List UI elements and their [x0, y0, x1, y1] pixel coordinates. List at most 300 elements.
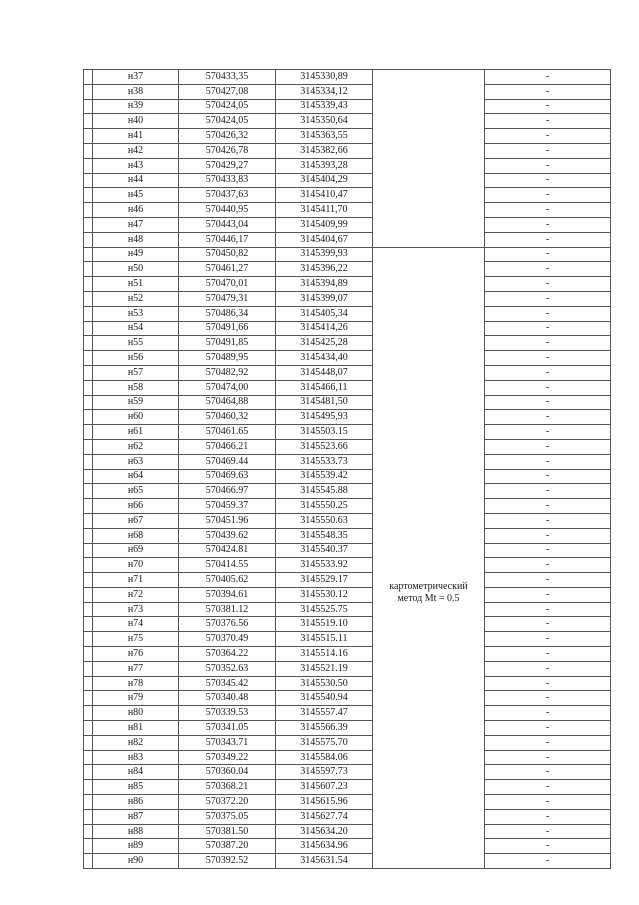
- point-cell: н67: [93, 513, 179, 528]
- y-coordinate-cell: 3145434,40: [276, 351, 373, 366]
- margin-cell: [84, 809, 93, 824]
- table-row: [84, 143, 611, 158]
- point-cell: н76: [93, 647, 179, 662]
- accuracy-cell: -: [485, 558, 611, 573]
- margin-cell: [84, 425, 93, 440]
- point-cell: н52: [93, 291, 179, 306]
- x-coordinate-cell: 570474,00: [179, 380, 276, 395]
- table-row: [84, 780, 611, 795]
- accuracy-cell: -: [485, 158, 611, 173]
- y-coordinate-cell: 3145530.12: [276, 587, 373, 602]
- accuracy-cell: -: [485, 232, 611, 247]
- x-coordinate-cell: 570426,78: [179, 143, 276, 158]
- table-row: [84, 395, 611, 410]
- y-coordinate-cell: 3145548.35: [276, 528, 373, 543]
- x-coordinate-cell: 570446,17: [179, 232, 276, 247]
- method-text: [373, 511, 484, 605]
- x-coordinate-cell: 570427,08: [179, 84, 276, 99]
- y-coordinate-cell: 3145514.16: [276, 647, 373, 662]
- y-coordinate-cell: 3145557.47: [276, 706, 373, 721]
- point-cell: н72: [93, 587, 179, 602]
- y-coordinate-cell: 3145533.92: [276, 558, 373, 573]
- x-coordinate-cell: 570345.42: [179, 676, 276, 691]
- table-row: [84, 425, 611, 440]
- y-coordinate-cell: 3145540.94: [276, 691, 373, 706]
- x-coordinate-cell: 570482,92: [179, 365, 276, 380]
- accuracy-cell: -: [485, 499, 611, 514]
- table-row: [84, 173, 611, 188]
- table-row: [84, 809, 611, 824]
- point-cell: н74: [93, 617, 179, 632]
- table-row: [84, 306, 611, 321]
- accuracy-cell: -: [485, 706, 611, 721]
- x-coordinate-cell: 570339.53: [179, 706, 276, 721]
- x-coordinate-cell: 570424,05: [179, 114, 276, 129]
- table-row: [84, 839, 611, 854]
- accuracy-cell: -: [485, 484, 611, 499]
- table-row: [84, 188, 611, 203]
- margin-cell: [84, 84, 93, 99]
- margin-cell: [84, 587, 93, 602]
- y-coordinate-cell: 3145631.54: [276, 854, 373, 869]
- x-coordinate-cell: 570437,63: [179, 188, 276, 203]
- point-cell: н61: [93, 425, 179, 440]
- table-row: [84, 277, 611, 292]
- margin-cell: [84, 173, 93, 188]
- y-coordinate-cell: 3145634.20: [276, 824, 373, 839]
- y-coordinate-cell: 3145448,07: [276, 365, 373, 380]
- x-coordinate-cell: 570433,83: [179, 173, 276, 188]
- accuracy-cell: -: [485, 114, 611, 129]
- point-cell: н44: [93, 173, 179, 188]
- point-cell: н77: [93, 661, 179, 676]
- margin-cell: [84, 469, 93, 484]
- accuracy-cell: -: [485, 143, 611, 158]
- table-row: [84, 454, 611, 469]
- table-row: [84, 114, 611, 129]
- y-coordinate-cell: 3145404,29: [276, 173, 373, 188]
- x-coordinate-cell: 570394.61: [179, 587, 276, 602]
- x-coordinate-cell: 570460,32: [179, 410, 276, 425]
- accuracy-cell: -: [485, 602, 611, 617]
- point-cell: н83: [93, 750, 179, 765]
- point-cell: н51: [93, 277, 179, 292]
- margin-cell: [84, 217, 93, 232]
- point-cell: н69: [93, 543, 179, 558]
- margin-cell: [84, 321, 93, 336]
- y-coordinate-cell: 3145399,93: [276, 247, 373, 262]
- method-line-1: картометрический: [389, 580, 468, 592]
- x-coordinate-cell: 570414.55: [179, 558, 276, 573]
- table-row: [84, 528, 611, 543]
- accuracy-cell: -: [485, 647, 611, 662]
- y-coordinate-cell: 3145515.11: [276, 632, 373, 647]
- y-coordinate-cell: 3145519.10: [276, 617, 373, 632]
- accuracy-cell: -: [485, 854, 611, 869]
- x-coordinate-cell: 570486,34: [179, 306, 276, 321]
- margin-cell: [84, 676, 93, 691]
- accuracy-cell: -: [485, 765, 611, 780]
- accuracy-cell: -: [485, 439, 611, 454]
- x-coordinate-cell: 570343.71: [179, 735, 276, 750]
- point-cell: н57: [93, 365, 179, 380]
- table-row: [84, 691, 611, 706]
- x-coordinate-cell: 570387.20: [179, 839, 276, 854]
- accuracy-cell: -: [485, 84, 611, 99]
- margin-cell: [84, 203, 93, 218]
- x-coordinate-cell: 570360.04: [179, 765, 276, 780]
- y-coordinate-cell: 3145382,66: [276, 143, 373, 158]
- accuracy-cell: -: [485, 676, 611, 691]
- table-row: [84, 365, 611, 380]
- y-coordinate-cell: 3145330,89: [276, 70, 373, 85]
- y-coordinate-cell: 3145466,11: [276, 380, 373, 395]
- point-cell: н80: [93, 706, 179, 721]
- margin-cell: [84, 721, 93, 736]
- margin-cell: [84, 410, 93, 425]
- x-coordinate-cell: 570426,32: [179, 129, 276, 144]
- margin-cell: [84, 691, 93, 706]
- point-cell: н62: [93, 439, 179, 454]
- y-coordinate-cell: 3145533.73: [276, 454, 373, 469]
- table-row: [84, 573, 611, 588]
- x-coordinate-cell: 570381.50: [179, 824, 276, 839]
- margin-cell: [84, 395, 93, 410]
- table-row: [84, 617, 611, 632]
- table-row: [84, 632, 611, 647]
- point-cell: н70: [93, 558, 179, 573]
- margin-cell: [84, 291, 93, 306]
- point-cell: н45: [93, 188, 179, 203]
- margin-cell: [84, 129, 93, 144]
- margin-cell: [84, 484, 93, 499]
- x-coordinate-cell: 570433,35: [179, 70, 276, 85]
- accuracy-cell: -: [485, 306, 611, 321]
- y-coordinate-cell: 3145503.15: [276, 425, 373, 440]
- table-row: [84, 750, 611, 765]
- y-coordinate-cell: 3145550.25: [276, 499, 373, 514]
- table-row: [84, 499, 611, 514]
- point-cell: н81: [93, 721, 179, 736]
- x-coordinate-cell: 570470,01: [179, 277, 276, 292]
- margin-cell: [84, 247, 93, 262]
- point-cell: н43: [93, 158, 179, 173]
- y-coordinate-cell: 3145575.70: [276, 735, 373, 750]
- margin-cell: [84, 632, 93, 647]
- point-cell: н65: [93, 484, 179, 499]
- table-row: [84, 129, 611, 144]
- accuracy-cell: -: [485, 410, 611, 425]
- point-cell: н58: [93, 380, 179, 395]
- point-cell: н89: [93, 839, 179, 854]
- accuracy-cell: -: [485, 780, 611, 795]
- accuracy-cell: -: [485, 750, 611, 765]
- y-coordinate-cell: 3145404,67: [276, 232, 373, 247]
- accuracy-cell: -: [485, 70, 611, 85]
- margin-cell: [84, 735, 93, 750]
- point-cell: н84: [93, 765, 179, 780]
- x-coordinate-cell: 570392.52: [179, 854, 276, 869]
- x-coordinate-cell: 570443,04: [179, 217, 276, 232]
- x-coordinate-cell: 570375.05: [179, 809, 276, 824]
- x-coordinate-cell: 570372.20: [179, 795, 276, 810]
- margin-cell: [84, 824, 93, 839]
- table-row: [84, 706, 611, 721]
- point-cell: н37: [93, 70, 179, 85]
- accuracy-cell: -: [485, 632, 611, 647]
- accuracy-cell: -: [485, 336, 611, 351]
- x-coordinate-cell: 570368.21: [179, 780, 276, 795]
- table-row: [84, 84, 611, 99]
- accuracy-cell: -: [485, 528, 611, 543]
- table-row: [84, 647, 611, 662]
- accuracy-cell: -: [485, 99, 611, 114]
- accuracy-cell: -: [485, 573, 611, 588]
- x-coordinate-cell: 570340.48: [179, 691, 276, 706]
- y-coordinate-cell: 3145414,26: [276, 321, 373, 336]
- y-coordinate-cell: 3145410,47: [276, 188, 373, 203]
- table-row: [84, 469, 611, 484]
- accuracy-cell: -: [485, 735, 611, 750]
- margin-cell: [84, 573, 93, 588]
- x-coordinate-cell: 570466.21: [179, 439, 276, 454]
- table-row: [84, 721, 611, 736]
- table-row: [84, 854, 611, 869]
- table-row: [84, 587, 611, 602]
- x-coordinate-cell: 570469.44: [179, 454, 276, 469]
- point-cell: н46: [93, 203, 179, 218]
- table-row: [84, 824, 611, 839]
- accuracy-cell: -: [485, 617, 611, 632]
- accuracy-cell: -: [485, 217, 611, 232]
- accuracy-cell: -: [485, 824, 611, 839]
- table-row: [84, 99, 611, 114]
- point-cell: н59: [93, 395, 179, 410]
- table-row: [84, 735, 611, 750]
- x-coordinate-cell: 570469.63: [179, 469, 276, 484]
- margin-cell: [84, 499, 93, 514]
- accuracy-cell: -: [485, 469, 611, 484]
- point-cell: н54: [93, 321, 179, 336]
- x-coordinate-cell: 570451.96: [179, 513, 276, 528]
- accuracy-cell: -: [485, 425, 611, 440]
- accuracy-cell: -: [485, 809, 611, 824]
- table-row: [84, 543, 611, 558]
- accuracy-cell: -: [485, 380, 611, 395]
- y-coordinate-cell: 3145597.73: [276, 765, 373, 780]
- x-coordinate-cell: 570424.81: [179, 543, 276, 558]
- margin-cell: [84, 765, 93, 780]
- table-row: [84, 484, 611, 499]
- y-coordinate-cell: 3145399,07: [276, 291, 373, 306]
- point-cell: н47: [93, 217, 179, 232]
- coordinates-table-body: [84, 70, 611, 869]
- y-coordinate-cell: 3145396,22: [276, 262, 373, 277]
- table-row: [84, 676, 611, 691]
- method-cell-top: [373, 70, 485, 248]
- accuracy-cell: -: [485, 795, 611, 810]
- table-row: [84, 158, 611, 173]
- point-cell: н88: [93, 824, 179, 839]
- accuracy-cell: -: [485, 129, 611, 144]
- method-cell: [373, 247, 485, 868]
- point-cell: н63: [93, 454, 179, 469]
- accuracy-cell: -: [485, 543, 611, 558]
- margin-cell: [84, 351, 93, 366]
- accuracy-cell: -: [485, 661, 611, 676]
- y-coordinate-cell: 3145425,28: [276, 336, 373, 351]
- margin-cell: [84, 439, 93, 454]
- y-coordinate-cell: 3145409,99: [276, 217, 373, 232]
- margin-cell: [84, 839, 93, 854]
- y-coordinate-cell: 3145393,28: [276, 158, 373, 173]
- margin-cell: [84, 454, 93, 469]
- y-coordinate-cell: 3145529.17: [276, 573, 373, 588]
- y-coordinate-cell: 3145339,43: [276, 99, 373, 114]
- y-coordinate-cell: 3145545.88: [276, 484, 373, 499]
- table-row: [84, 351, 611, 366]
- table-row: [84, 410, 611, 425]
- y-coordinate-cell: 3145530.50: [276, 676, 373, 691]
- y-coordinate-cell: 3145481,50: [276, 395, 373, 410]
- point-cell: н86: [93, 795, 179, 810]
- y-coordinate-cell: 3145495,93: [276, 410, 373, 425]
- method-line-2: метод Mt = 0.5: [397, 592, 460, 604]
- point-cell: н78: [93, 676, 179, 691]
- table-row: [84, 336, 611, 351]
- y-coordinate-cell: 3145523.66: [276, 439, 373, 454]
- accuracy-cell: -: [485, 351, 611, 366]
- margin-cell: [84, 99, 93, 114]
- point-cell: н68: [93, 528, 179, 543]
- margin-cell: [84, 188, 93, 203]
- margin-cell: [84, 513, 93, 528]
- y-coordinate-cell: 3145411,70: [276, 203, 373, 218]
- margin-cell: [84, 602, 93, 617]
- x-coordinate-cell: 570352.63: [179, 661, 276, 676]
- point-cell: н82: [93, 735, 179, 750]
- point-cell: н75: [93, 632, 179, 647]
- y-coordinate-cell: 3145566.39: [276, 721, 373, 736]
- table-row: [84, 70, 611, 85]
- y-coordinate-cell: 3145394,89: [276, 277, 373, 292]
- x-coordinate-cell: 570376.56: [179, 617, 276, 632]
- table-row: [84, 439, 611, 454]
- point-cell: н55: [93, 336, 179, 351]
- margin-cell: [84, 647, 93, 662]
- y-coordinate-cell: 3145539.42: [276, 469, 373, 484]
- y-coordinate-cell: 3145334,12: [276, 84, 373, 99]
- x-coordinate-cell: 570459.37: [179, 499, 276, 514]
- accuracy-cell: -: [485, 839, 611, 854]
- table-row: [84, 247, 611, 262]
- y-coordinate-cell: 3145615.96: [276, 795, 373, 810]
- margin-cell: [84, 114, 93, 129]
- margin-cell: [84, 306, 93, 321]
- y-coordinate-cell: 3145350,64: [276, 114, 373, 129]
- table-row: [84, 262, 611, 277]
- accuracy-cell: -: [485, 247, 611, 262]
- margin-cell: [84, 795, 93, 810]
- x-coordinate-cell: 570364.22: [179, 647, 276, 662]
- margin-cell: [84, 143, 93, 158]
- point-cell: н50: [93, 262, 179, 277]
- x-coordinate-cell: 570424,05: [179, 99, 276, 114]
- accuracy-cell: -: [485, 321, 611, 336]
- point-cell: н41: [93, 129, 179, 144]
- y-coordinate-cell: 3145363,55: [276, 129, 373, 144]
- point-cell: н56: [93, 351, 179, 366]
- y-coordinate-cell: 3145584.06: [276, 750, 373, 765]
- accuracy-cell: -: [485, 262, 611, 277]
- accuracy-cell: -: [485, 587, 611, 602]
- point-cell: н39: [93, 99, 179, 114]
- table-row: [84, 795, 611, 810]
- x-coordinate-cell: 570450,82: [179, 247, 276, 262]
- margin-cell: [84, 380, 93, 395]
- margin-cell: [84, 365, 93, 380]
- point-cell: н60: [93, 410, 179, 425]
- table-row: [84, 558, 611, 573]
- accuracy-cell: -: [485, 513, 611, 528]
- x-coordinate-cell: 570439.62: [179, 528, 276, 543]
- margin-cell: [84, 543, 93, 558]
- point-cell: н73: [93, 602, 179, 617]
- x-coordinate-cell: 570491,66: [179, 321, 276, 336]
- x-coordinate-cell: 570405.62: [179, 573, 276, 588]
- table-row: [84, 291, 611, 306]
- y-coordinate-cell: 3145521.19: [276, 661, 373, 676]
- table-row: [84, 203, 611, 218]
- margin-cell: [84, 617, 93, 632]
- margin-cell: [84, 277, 93, 292]
- margin-cell: [84, 158, 93, 173]
- point-cell: н42: [93, 143, 179, 158]
- point-cell: н71: [93, 573, 179, 588]
- x-coordinate-cell: 570464,88: [179, 395, 276, 410]
- table-row: [84, 321, 611, 336]
- accuracy-cell: -: [485, 203, 611, 218]
- point-cell: н38: [93, 84, 179, 99]
- table-row: [84, 232, 611, 247]
- point-cell: н66: [93, 499, 179, 514]
- margin-cell: [84, 558, 93, 573]
- x-coordinate-cell: 570429,27: [179, 158, 276, 173]
- y-coordinate-cell: 3145405,34: [276, 306, 373, 321]
- coordinates-table: [83, 69, 611, 869]
- point-cell: н85: [93, 780, 179, 795]
- y-coordinate-cell: 3145627.74: [276, 809, 373, 824]
- table-row: [84, 602, 611, 617]
- margin-cell: [84, 706, 93, 721]
- accuracy-cell: -: [485, 721, 611, 736]
- point-cell: н79: [93, 691, 179, 706]
- table-row: [84, 765, 611, 780]
- x-coordinate-cell: 570370.49: [179, 632, 276, 647]
- point-cell: н64: [93, 469, 179, 484]
- x-coordinate-cell: 570440,95: [179, 203, 276, 218]
- table-row: [84, 513, 611, 528]
- accuracy-cell: -: [485, 277, 611, 292]
- table-row: [84, 217, 611, 232]
- margin-cell: [84, 336, 93, 351]
- accuracy-cell: -: [485, 395, 611, 410]
- y-coordinate-cell: 3145550.63: [276, 513, 373, 528]
- accuracy-cell: -: [485, 691, 611, 706]
- y-coordinate-cell: 3145634.96: [276, 839, 373, 854]
- accuracy-cell: -: [485, 291, 611, 306]
- y-coordinate-cell: 3145607.23: [276, 780, 373, 795]
